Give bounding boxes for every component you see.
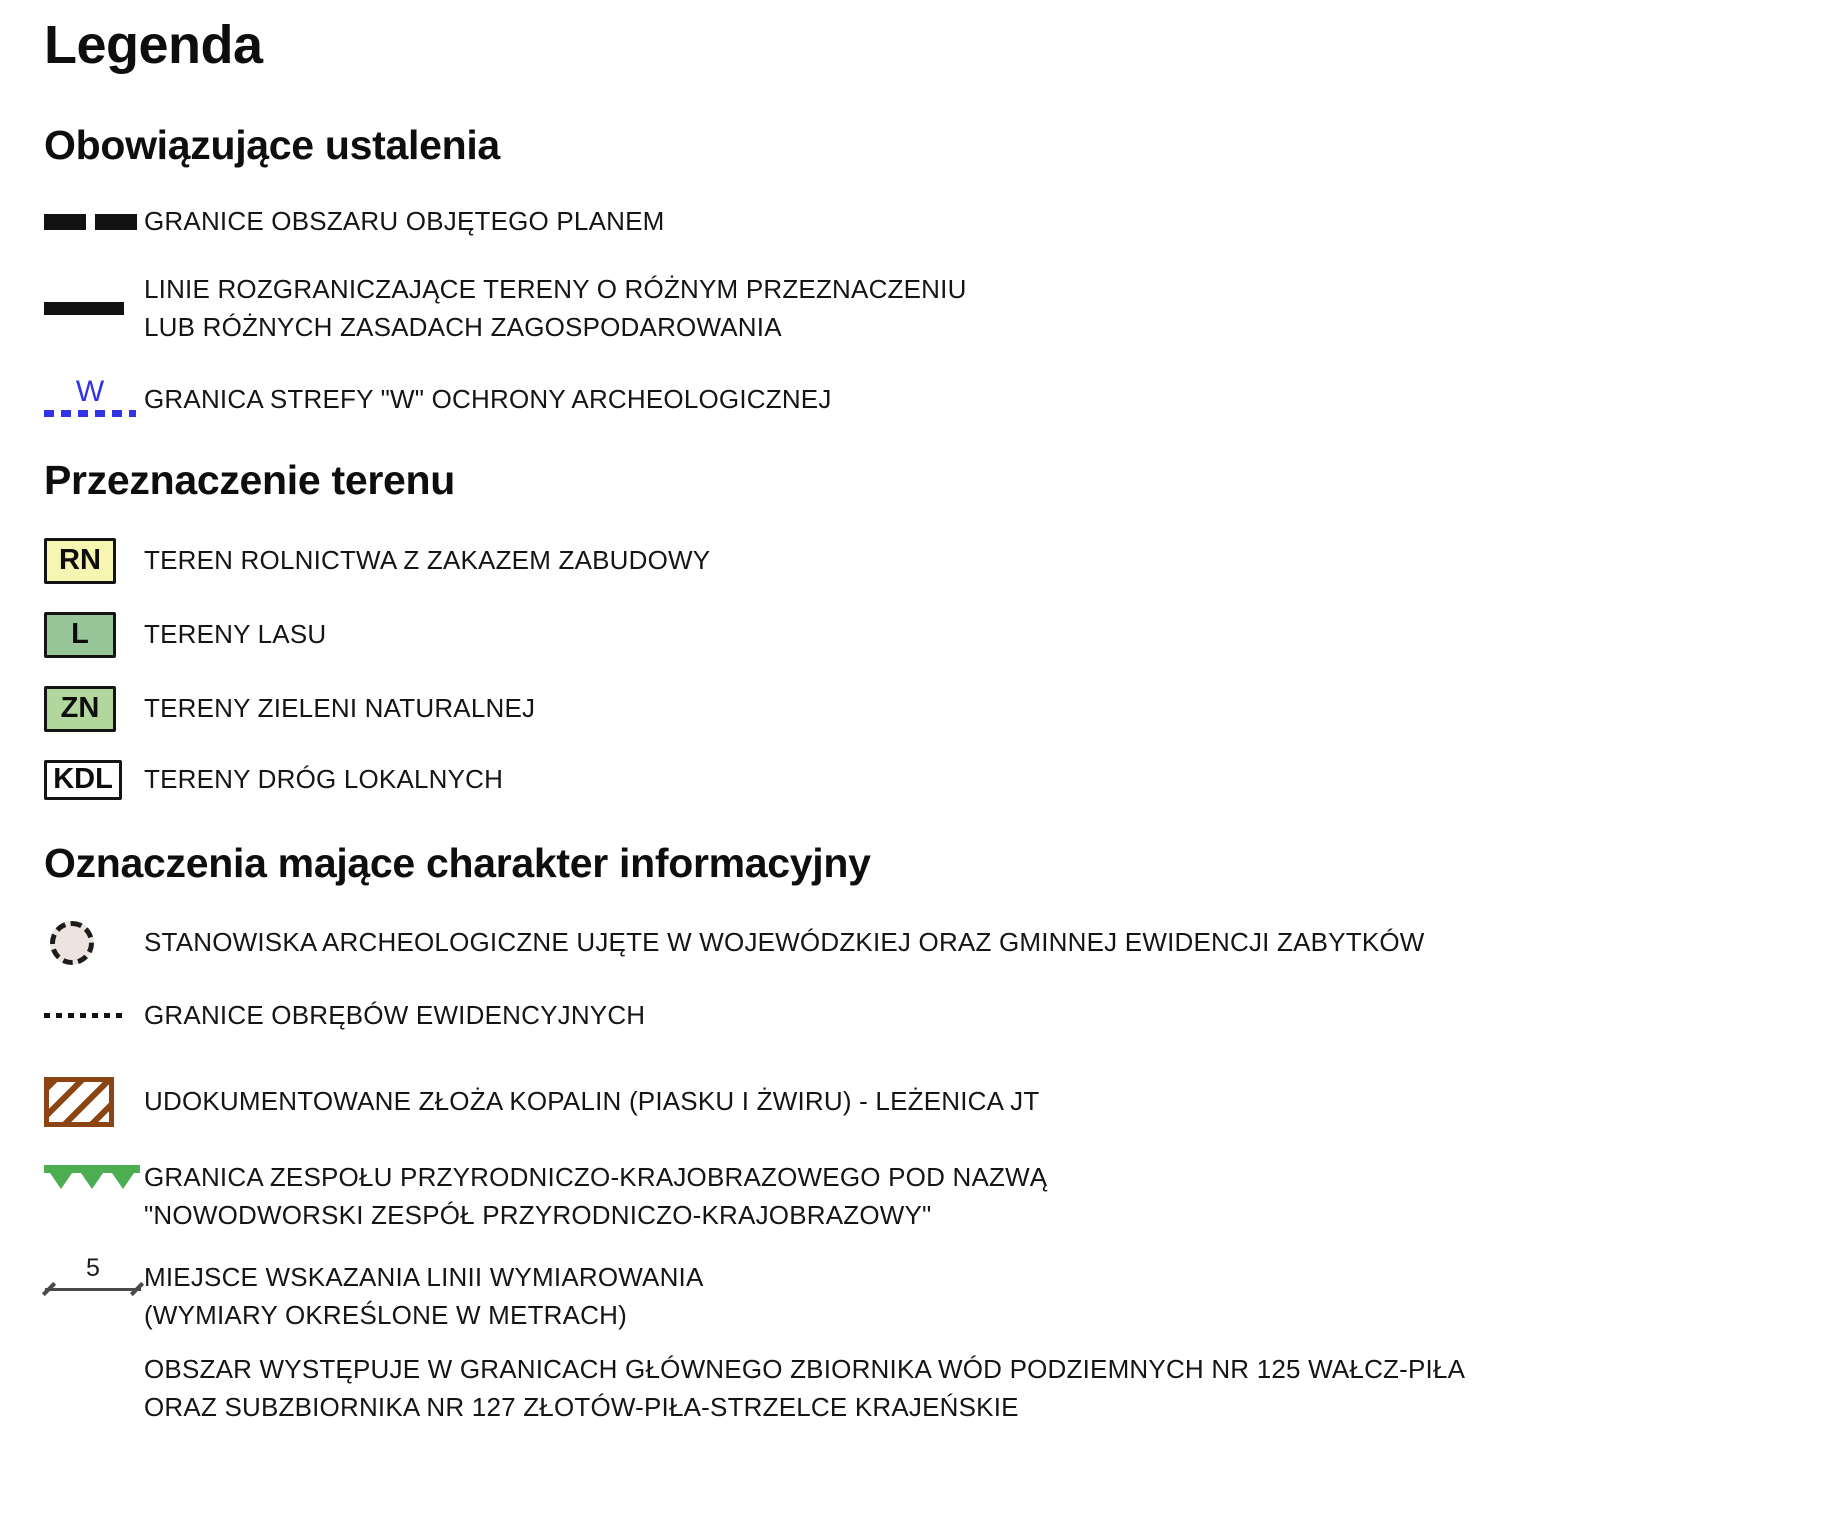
legend-label: TERENY LASU [144,618,327,649]
section-binding-provisions [44,122,1794,417]
zone-w-line-icon [44,374,136,417]
plan-boundary-line-icon [44,214,137,230]
legend-item-rn [44,538,1794,584]
kdl-code-box: KDL [44,760,122,800]
section-heading: Oznaczenia mające charakter informacyjny [44,839,871,886]
legend-item-kdl [44,760,1794,800]
legend-item-dividing-lines [44,271,1794,347]
zn-code-box: ZN [44,686,116,732]
legend-item-cadastral-districts [44,997,1794,1035]
legend-label: TERENY DRÓG LOKALNYCH [144,763,504,794]
archaeological-site-icon [50,921,94,965]
legend-label: OBSZAR WYSTĘPUJE W GRANICACH GŁÓWNEGO ZBIORNIKA WÓD PODZIEMNYCH NR 125 WAŁCZ-PIŁA ORAZ SUBZBIORNIKA NR 127 ZŁOTÓW-PIŁA-STRZELCE KRAJEŃSKIE [144,1353,1466,1422]
legend-item-landscape-complex [44,1159,1794,1235]
legend-label: TEREN ROLNICTWA Z ZAKAZEM ZABUDOWY [144,544,711,575]
dimension-value: 5 [86,1253,100,1282]
rn-code-box: RN [44,538,116,584]
legend-item-l [44,612,1794,658]
legend-label: UDOKUMENTOWANE ZŁOŻA KOPALIN (PIASKU I ŻWIRU) - LEŻENICA JT [144,1085,1040,1116]
dividing-line-icon [44,302,124,315]
legend-label: TERENY ZIELENI NATURALNEJ [144,692,536,723]
section-heading: Obowiązujące ustalenia [44,122,500,168]
mineral-deposit-hatch-icon [44,1077,114,1127]
legend-item-zn [44,686,1794,732]
legend-label: GRANICE OBSZARU OBJĘTEGO PLANEM [144,206,665,236]
legend-item-archaeological-sites [44,921,1794,965]
legend-item-mineral-deposits [44,1077,1794,1127]
legend-item-zone-w [44,374,1794,417]
zone-w-letter: W [75,374,105,408]
dimension-line-icon [44,1255,142,1292]
legend-label: LINIE ROZGRANICZAJĄCE TERENY O RÓŻNYM PRZEZNACZENIU LUB RÓŻNYCH ZASADACH ZAGOSPODAROWANIA [144,273,967,342]
legend-item-plan-boundary [44,203,1794,241]
cadastral-boundary-line-icon [44,1013,122,1018]
l-code-box: L [44,612,116,658]
legend-label: GRANICA STREFY "W" OCHRONY ARCHEOLOGICZNEJ [144,383,832,414]
legend-item-groundwater [44,1351,1794,1427]
legend-label: GRANICA ZESPOŁU PRZYRODNICZO-KRAJOBRAZOWEGO POD NAZWĄ "NOWODWORSKI ZESPÓŁ PRZYRODNICZO-KRAJOBRAZOWY" [144,1161,1048,1230]
section-heading: Przeznaczenie terenu [44,456,455,503]
legend-label: STANOWISKA ARCHEOLOGICZNE UJĘTE W WOJEWÓDZKIEJ ORAZ GMINNEJ EWIDENCJI ZABYTKÓW [144,926,1425,957]
landscape-complex-boundary-icon [44,1165,140,1191]
section-land-use [44,457,1794,800]
section-informational [44,840,1794,1427]
legend-label: MIEJSCE WSKAZANIA LINII WYMIAROWANIA (WYMIARY OKREŚLONE W METRACH) [144,1261,704,1330]
page-title: Legenda [44,15,263,75]
legend-label: GRANICE OBRĘBÓW EWIDENCYJNYCH [144,999,646,1030]
legend-item-dimension-line [44,1253,1794,1335]
